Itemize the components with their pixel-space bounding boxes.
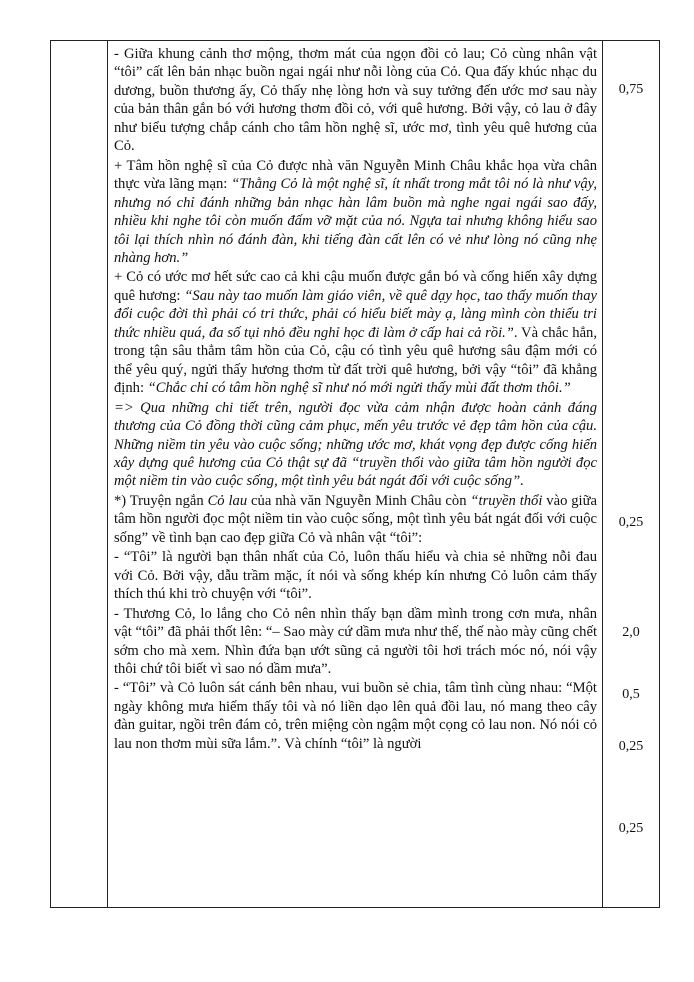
para-paragraph-5: *) Truyện ngắn Cỏ lau của nhà văn Nguyễn Minh Châu còn “truyền thổi vào giữa tâm hồn người đọc một niềm tin vào cuộc sống, một tình yêu bát ngát đối với cuộc sống” về tình bạn cao đẹp giữa Cỏ và nhân vật “tôi”: [114, 492, 598, 546]
para-paragraph-3: + Cỏ có ước mơ hết sức cao cả khi cậu muốn được gắn bó và cống hiến xây dựng quê hương: “Sau này tao muốn làm giáo viên, về quê dạy học, tao thấy muốn thay đổi cuộc đời thì phải có tri thức, phải có hiểu biết mày ạ, làng mình còn thiếu tri thức nhiều quá, đa số tụi nhỏ đều nghỉ học đi làm ở cấp hai cả rồi.”. Và chắc hẳn, trong tận sâu thẳm tâm hồn của Cỏ, cậu có tình yêu quê hương sâu đậm mới có thể yêu quý, ngửi thấy hương thơm từ đất trời quê hương, bởi vậy “tôi” đã khẳng định: “Chắc chỉ có tâm hồn nghệ sĩ như nó mới ngửi thấy mùi đất thơm thôi.” [114, 269, 598, 397]
para-paragraph-4: => Qua những chi tiết trên, người đọc vừa cảm nhận được hoàn cảnh đáng thương của Cỏ đồng thời cũng cảm phục, mến yêu trước vẻ đẹp tâm hồn của cậu. Những niềm tin yêu vào cuộc sống; những ước mơ, khát vọng đẹp được cống hiến xây dựng quê hương của Cỏ thật sự đã “truyền thổi vào giữa tâm hồn người đọc một niềm tin vào cuộc sống, một tình yêu bát ngát đối với cuộc sống”. [114, 399, 597, 490]
score-6: 0,25 [618, 821, 644, 836]
answer-table [50, 40, 660, 908]
score-4: 0,5 [622, 687, 640, 702]
content-column [108, 41, 603, 908]
para-paragraph-1: - Giữa khung cảnh thơ mộng, thơm mát của ngọn đồi cỏ lau; Cỏ cùng nhân vật “tôi” cất lên bản nhạc buồn ngai ngái như nỗi lòng của Cỏ. Qua đấy khúc nhạc du dương, buồn thương ấy, Cỏ thấy nhẹ lòng hơn và suy tưởng đến ước mơ sau này của bản thân gắn bó với hương thơm đồi cỏ, với quê hương. Bởi vậy, cỏ lau ở đây như biểu tượng chắp cánh cho tâm hồn nghệ sĩ, ước mơ, tình yêu quê hương của Cỏ. [114, 46, 597, 155]
para-paragraph-8: - “Tôi” và Cỏ luôn sát cánh bên nhau, vui buồn sẻ chia, tâm tình cùng nhau: “Một ngày không mưa hiếm thấy tôi và nó liền dạo lên quả đồi lau, nó mang theo cây đàn guitar, ngồi trên đám cỏ, trên miệng còn ngậm một cọng cỏ lau non. Nó nói cỏ lau non thơm mùi sữa lắm.”. Và chính “tôi” là người [114, 680, 597, 752]
score-1: 0,75 [618, 82, 644, 97]
para-paragraph-7: - Thương Cỏ, lo lắng cho Cỏ nên nhìn thấy bạn dầm mình trong cơn mưa, nhân vật “tôi” đã phải thốt lên: “– Sao mày cứ dầm mưa như thế, thế nào mày cũng chết sớm cho mà xem. Nhìn đứa bạn ướt sũng cả người tôi hơi trách móc nó, nói vậy thôi chứ tôi biết vì sao nó dầm mưa”. [114, 605, 597, 677]
para-paragraph-2: + Tâm hồn nghệ sĩ của Cỏ được nhà văn Nguyễn Minh Châu khắc họa vừa chân thực vừa lãng mạn: “Thằng Cỏ là một nghệ sĩ, ít nhất trong mắt tôi nó là như vậy, nhưng nó chỉ đánh những bản nhạc hàn lâm buồn mà nghe ngai ngái sao đấy, nhiều khi nghe tôi còn muốn đấm vỡ mặt của nó. Ngựa tai nhưng không hiểu sao tôi lại thích nhìn nó đánh đàn, khi tiếng đàn cất lên có vẻ như lòng nó cũng nhẹ nhàng hơn.” [114, 157, 597, 266]
score-2: 0,25 [618, 515, 644, 530]
para-paragraph-6: - “Tôi” là người bạn thân nhất của Cỏ, luôn thấu hiểu và chia sẻ những nỗi đau với Cỏ. Bởi vậy, dẫu trầm mặc, ít nói và sống khép kín nhưng Cỏ luôn cảm thấy thích thú khi trò chuyện với “tôi”. [114, 549, 597, 603]
score-5: 0,25 [618, 739, 644, 754]
score-column [603, 41, 660, 908]
score-3: 2,0 [622, 625, 640, 640]
index-column [51, 41, 108, 908]
